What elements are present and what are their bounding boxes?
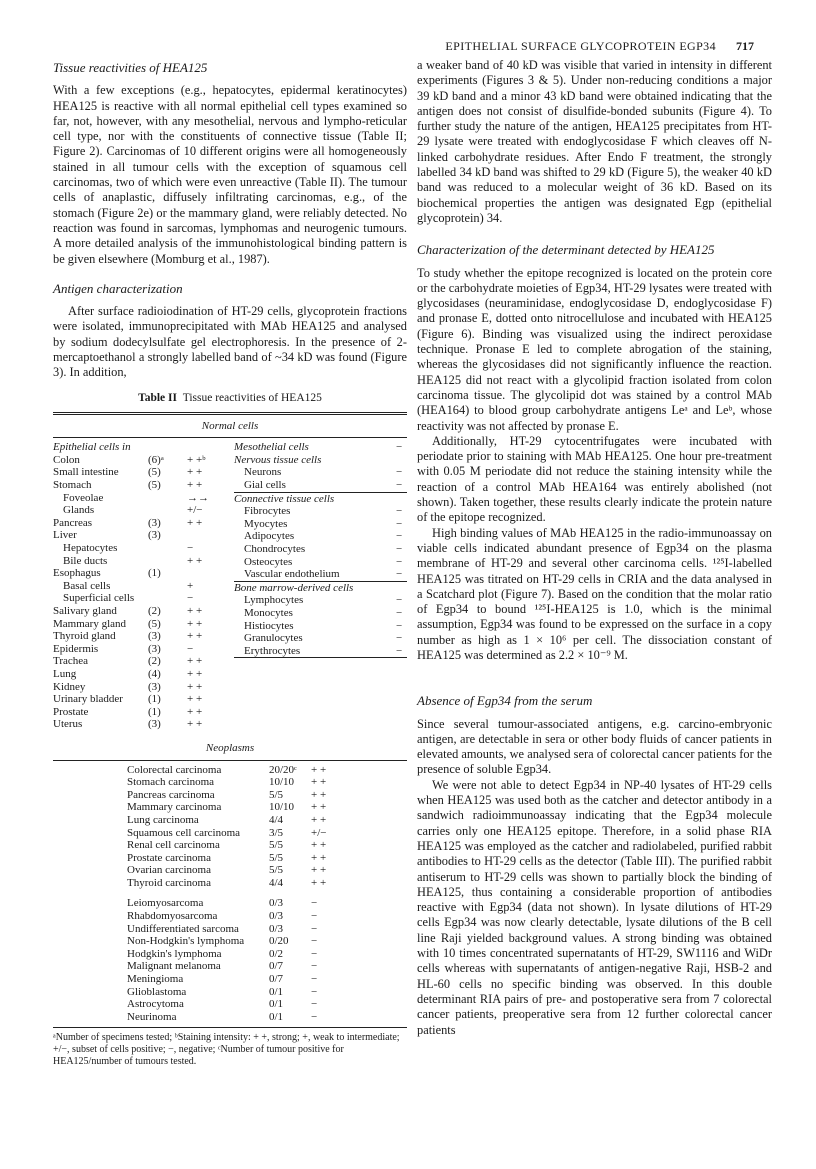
table-row (53, 542, 229, 555)
table-row (53, 935, 407, 948)
table-row (234, 518, 407, 531)
table-row (53, 655, 229, 668)
tissue-label: Urinary bladder (53, 693, 123, 706)
table-row (53, 668, 229, 681)
tissue-label: Mesothelial cells (234, 441, 309, 454)
table-row (53, 827, 407, 840)
positive-ratio: 3/5 (269, 826, 284, 839)
page-header (0, 8, 816, 53)
staining-intensity: − (187, 642, 194, 655)
tumour-label: Stomach carcinoma (127, 776, 215, 789)
staining-intensity: +/− (187, 504, 203, 517)
table-row (234, 632, 407, 645)
tumour-label: Renal cell carcinoma (127, 839, 220, 852)
positive-ratio: 0/1 (269, 985, 284, 998)
table-row (53, 877, 407, 890)
table-number: Table II (138, 391, 177, 404)
table-row (234, 530, 407, 543)
tumour-label: Non-Hodgkin's lymphoma (127, 935, 245, 948)
table-row (53, 789, 407, 802)
table-row (53, 960, 407, 973)
table-normal-left-column (53, 441, 229, 731)
staining-intensity: + + (187, 680, 203, 693)
positive-ratio: 0/3 (269, 922, 284, 935)
table-row (234, 493, 407, 506)
staining-intensity: + + (187, 693, 203, 706)
page-number: 717 (736, 39, 754, 53)
staining-intensity: − (396, 505, 403, 518)
tissue-label: Fibrocytes (244, 505, 291, 518)
table-row (234, 568, 407, 581)
tissue-label: Trachea (53, 655, 89, 668)
tissue-label: Colon (53, 453, 80, 466)
staining-intensity: + + (187, 630, 203, 643)
staining-intensity: + + (187, 604, 203, 617)
paragraph-serum-1: Since several tumour-associated antigens, e.g. carcino-embryonic antigen, are detectable in sera or other body fluids of cancer patients in elevated amounts, we analysed sera of colorectal cancer patients for the presence of soluble Egp34. (417, 716, 772, 777)
table-row (53, 681, 229, 694)
positive-ratio: 5/5 (269, 788, 284, 801)
section-title-tissue-reactivities: Tissue reactivities of HEA125 (53, 60, 208, 75)
tissue-label: Mammary gland (53, 617, 127, 630)
tissue-label: Connective tissue cells (234, 492, 335, 505)
tissue-label: Liver (53, 529, 77, 542)
staining-intensity: − (311, 1010, 318, 1023)
tissue-label: Uterus (53, 718, 83, 731)
positive-ratio: 4/4 (269, 876, 284, 889)
staining-intensity: − (187, 541, 194, 554)
table-row (53, 630, 229, 643)
tissue-label: Gial cells (244, 479, 286, 492)
tissue-label: Foveolae (63, 491, 104, 504)
staining-intensity: + + (311, 851, 327, 864)
staining-intensity: + + (187, 718, 203, 731)
table-row (234, 620, 407, 633)
table-row (234, 594, 407, 607)
tumour-label: Meningioma (127, 973, 184, 986)
staining-intensity: →→ (187, 491, 209, 504)
table-neoplasms-other (53, 897, 407, 1023)
specimen-count: (1) (148, 567, 161, 580)
table-row (53, 1011, 407, 1024)
tissue-label: Salivary gland (53, 604, 117, 617)
tumour-label: Lung carcinoma (127, 813, 199, 826)
table-heading-neoplasms: Neoplasms (205, 742, 255, 755)
staining-intensity: + + (311, 801, 327, 814)
staining-intensity: + + (311, 776, 327, 789)
specimen-count: (5) (148, 479, 161, 492)
right-column (417, 58, 772, 1038)
staining-intensity: − (311, 910, 318, 923)
staining-intensity: + + (311, 763, 327, 776)
paragraph-determinant-3: High binding values of MAb HEA125 in the radio-immunoassay on viable cells indicated abundant presence of Egp34 on the plasma membrane of HT-29 and several other carcinoma cells. ¹²⁵I-labelled HEA125 was titrated on HT-29 cells in CRIA and the data analysed in a Scatchard plot (Figure 7). Based on the condition that the molar ratio of Egp34 to bound ¹²⁵I-HEA125 is 1.0, which is the minimal assumption, Egp34 was found to be expressed on the surface in a copy number as high as 1 × 10⁶ per cell. The dissociation constant of HEA125 was determined as 2.2 × 10⁻⁹ M. (417, 525, 772, 662)
table-row (53, 948, 407, 961)
specimen-count: (3) (148, 630, 161, 643)
table-row (53, 706, 229, 719)
left-column (53, 60, 407, 1067)
paragraph-continued: a weaker band of 40 kD was visible that varied in intensity in different experiments (Figures 3 & 5). Under non-reducing conditions a major 39 kD band and a minor 43 kD band were obtained indicating that the antigen does not consist of disulfide-bonded subunits (Figure 4). To further study the nature of the antigen, HEA125 precipitates from HT-29 lysate were treated with endoglycosidase F which cleaves off N-linked carbohydrate residues. After Endo F treatment, the strongly labelled 34 kD band was shifted to 29 kD (Figure 5), the weaker 40 kD band was reduced to a molecular weight of 36 kD. Based on its biochemical properties the antigen was designated Egp (epithelial glycoprotein) 34. (417, 58, 772, 225)
staining-intensity: − (396, 530, 403, 543)
tissue-label: Monocytes (244, 606, 293, 619)
positive-ratio: 5/5 (269, 851, 284, 864)
tissue-label: Epithelial cells in (53, 441, 131, 454)
tissue-label: Erythrocytes (244, 644, 301, 657)
table-normal-cells (53, 441, 407, 739)
tumour-label: Prostate carcinoma (127, 851, 211, 864)
positive-ratio: 0/7 (269, 973, 284, 986)
table-row (53, 910, 407, 923)
table-row (53, 973, 407, 986)
tumour-label: Ovarian carcinoma (127, 864, 211, 877)
tissue-label: Pancreas (53, 516, 93, 529)
staining-intensity: − (311, 973, 318, 986)
table-row (234, 466, 407, 479)
staining-intensity: + + (187, 667, 203, 680)
tissue-label: Lung (53, 667, 77, 680)
staining-intensity: − (396, 479, 403, 492)
tumour-label: Leiomyosarcoma (127, 897, 204, 910)
positive-ratio: 0/1 (269, 1010, 284, 1023)
table-row (53, 466, 229, 479)
table-row (53, 998, 407, 1011)
tissue-label: Bone marrow-derived cells (234, 581, 354, 594)
paragraph-tissue-reactivities: With a few exceptions (e.g., hepatocytes, epidermal keratinocytes) HEA125 is reactive with all normal epithelial cell types examined so far, not, however, with any mesothelial, nervous and lympho-reticular cell type, nor with the constituents of connective tissue (Table II; Figure 2). Carcinomas of 10 different origins were all homogeneously stained in all tumour cells with the exception of squamous cell carcinomas, two of which were even unreactive (Table II). The tumour cells of anaplastic, diffusely infiltrating carcinomas, e.g., of the stomach (Figure 2e) or the mammary gland, were reliably detected. No reaction was found in sarcomas, lymphomas and neurogenic tumours. A more detailed analysis of the immunohistological binding pattern is be given elsewhere (Momburg et al., 1987). (53, 83, 407, 266)
staining-intensity: − (311, 922, 318, 935)
paragraph-determinant-1: To study whether the epitope recognized is located on the protein core or the carbohydrate moieties of Egp34, HT-29 lysates were treated with glycosidases (neuraminidase, endoglycosidase D, endoglycosidase F) and pronase E, dotted onto nitrocellulose and incubated with HEA125 (Figure 6). Binding was visualized using the indirect peroxidase technique. Pronase E led to complete abrogation of the staining, whereas the glycosidases did not significantly influence the reaction. HEA125 did not react with a glycolipid fraction isolated from colon carcinoma tissue. The glycolipid dot was stained by a control MAb (HEA164) to blood group carbohydrate antigens Leᵃ and Leᵇ, whose reactivity was not affected by pronase E. (417, 265, 772, 433)
table-row (53, 580, 229, 593)
table-row (234, 454, 407, 467)
tissue-label: Chondrocytes (244, 542, 306, 555)
positive-ratio: 4/4 (269, 813, 284, 826)
table-row (53, 923, 407, 936)
staining-intensity: − (396, 568, 403, 581)
table-row (53, 643, 229, 656)
staining-intensity: − (396, 555, 403, 568)
section-title-antigen-characterization: Antigen characterization (53, 280, 183, 296)
staining-intensity: + + (311, 839, 327, 852)
tumour-label: Colorectal carcinoma (127, 763, 222, 776)
table-row (53, 517, 229, 530)
tissue-label: Lymphocytes (244, 594, 304, 607)
positive-ratio: 0/2 (269, 947, 284, 960)
staining-intensity: − (311, 985, 318, 998)
table-row (53, 693, 229, 706)
table-heading-normal-cells: Normal cells (201, 419, 259, 432)
staining-intensity: − (311, 960, 318, 973)
staining-intensity: − (396, 542, 403, 555)
table-normal-right-column (234, 441, 407, 658)
tissue-label: Thyroid gland (53, 630, 116, 643)
specimen-count: (3) (148, 516, 161, 529)
table-neoplasms-carcinomas (53, 764, 407, 890)
tumour-label: Squamous cell carcinoma (127, 826, 241, 839)
table-row (53, 764, 407, 777)
positive-ratio: 0/1 (269, 998, 284, 1011)
table-row (53, 986, 407, 999)
specimen-count: (3) (148, 718, 161, 731)
staining-intensity: − (311, 947, 318, 960)
tumour-label: Astrocytoma (127, 998, 184, 1011)
staining-intensity: + + (187, 516, 203, 529)
tumour-label: Thyroid carcinoma (127, 876, 211, 889)
running-head: EPITHELIAL SURFACE GLYCOPROTEIN EGP34 (445, 39, 716, 53)
tumour-label: Neurinoma (127, 1010, 177, 1023)
staining-intensity: − (396, 632, 403, 645)
table-row (53, 801, 407, 814)
tissue-label: Glands (63, 504, 95, 517)
tissue-label: Histiocytes (244, 619, 294, 632)
table-row (234, 479, 407, 492)
table-row (53, 852, 407, 865)
tumour-label: Glioblastoma (127, 985, 187, 998)
tumour-label: Rhabdomyosarcoma (127, 910, 218, 923)
table-row (53, 441, 229, 454)
table-rule (53, 760, 407, 761)
staining-intensity: − (396, 517, 403, 530)
staining-intensity: − (396, 606, 403, 619)
specimen-count: (1) (148, 705, 161, 718)
table-row (53, 479, 229, 492)
staining-intensity: − (396, 619, 403, 632)
staining-intensity: + +ᵇ (187, 453, 206, 466)
table-row (53, 718, 229, 731)
staining-intensity: + + (187, 466, 203, 479)
staining-intensity: + + (311, 813, 327, 826)
tissue-label: Stomach (53, 479, 92, 492)
specimen-count: (4) (148, 667, 161, 680)
table-row (234, 607, 407, 620)
table-rule (53, 437, 407, 438)
specimen-count: (3) (148, 642, 161, 655)
tissue-label: Myocytes (244, 517, 288, 530)
staining-intensity: − (311, 897, 318, 910)
specimen-count: (2) (148, 655, 161, 668)
specimen-count: (5) (148, 466, 161, 479)
staining-intensity: − (187, 592, 194, 605)
table-row (53, 814, 407, 827)
positive-ratio: 0/7 (269, 960, 284, 973)
tumour-label: Undifferentiated sarcoma (127, 922, 239, 935)
tissue-label: Prostate (53, 705, 89, 718)
tumour-label: Pancreas carcinoma (127, 788, 215, 801)
tumour-label: Mammary carcinoma (127, 801, 222, 814)
tumour-label: Hodgkin's lymphoma (127, 947, 222, 960)
staining-intensity: − (396, 441, 403, 454)
staining-intensity: + + (311, 864, 327, 877)
table-title: Tissue reactivities of HEA125 (182, 391, 322, 404)
table-row (53, 618, 229, 631)
tissue-label: Bile ducts (63, 554, 108, 567)
paragraph-determinant-2: Additionally, HT-29 cytocentrifugates were incubated with periodate prior to staining with MAb HEA125. One hour pre-treatment with 0.05 M periodate did not reduce the staining intensity while the reaction of a control MAb HEA164 was entirely abolished (not shown). Taken together, these results clearly indicate the protein nature of the epitope recognized. (417, 433, 772, 525)
tissue-label: Hepatocytes (63, 541, 118, 554)
table-row (234, 556, 407, 569)
table-row (53, 567, 229, 580)
paragraph-antigen-characterization: After surface radioiodination of HT-29 cells, glycoprotein fractions were isolated, immunoprecipitated with MAb HEA125 and analysed by sodium dodecylsulfate gel electrophoresis. In the presence of 2-mercaptoethanol a strongly labelled band of ~34 kD was found (Figure 3). In addition, (53, 304, 407, 380)
table-row (234, 582, 407, 595)
table-row (234, 441, 407, 454)
specimen-count: (1) (148, 693, 161, 706)
table-row (53, 605, 229, 618)
table-row (234, 505, 407, 518)
positive-ratio: 10/10 (269, 801, 295, 814)
table-row (53, 454, 229, 467)
staining-intensity: + + (311, 788, 327, 801)
positive-ratio: 0/20 (269, 935, 289, 948)
table-row (53, 504, 229, 517)
positive-ratio: 0/3 (269, 910, 284, 923)
positive-ratio: 0/3 (269, 897, 284, 910)
table-neoplasms (53, 764, 407, 1024)
tissue-label: Osteocytes (244, 555, 293, 568)
table-row (53, 776, 407, 789)
table-row (53, 492, 229, 505)
tissue-label: Kidney (53, 680, 86, 693)
table-row (53, 529, 229, 542)
staining-intensity: + + (187, 705, 203, 718)
tissue-label: Granulocytes (244, 632, 303, 645)
positive-ratio: 5/5 (269, 864, 284, 877)
tissue-label: Basal cells (63, 579, 111, 592)
tissue-label: Adipocytes (244, 530, 295, 543)
positive-ratio: 5/5 (269, 839, 284, 852)
positive-ratio: 20/20ᶜ (269, 763, 297, 776)
staining-intensity: − (396, 644, 403, 657)
tissue-label: Superficial cells (63, 592, 135, 605)
staining-intensity: + + (311, 876, 327, 889)
staining-intensity: +/− (311, 826, 327, 839)
section-title-determinant: Characterization of the determinant detected by HEA125 (417, 242, 715, 258)
table-caption (53, 391, 407, 406)
tissue-label: Vascular endothelium (244, 568, 340, 581)
table-row (234, 645, 407, 658)
positive-ratio: 10/10 (269, 776, 295, 789)
staining-intensity: − (311, 998, 318, 1011)
table-row (53, 897, 407, 910)
section-title-absence-serum: Absence of Egp34 from the serum (417, 693, 593, 709)
tissue-label: Epidermis (53, 642, 99, 655)
table-bottom-rule (53, 1027, 407, 1028)
table-footnote: ᵃNumber of specimens tested; ᵇStaining intensity: + +, strong; +, weak to intermediate; +/−, subset of cells positive; −, negative; ᶜNumber of tumour positive for HEA125/number of tumours tested. (53, 1032, 400, 1067)
staining-intensity: + + (187, 479, 203, 492)
staining-intensity: − (396, 594, 403, 607)
table-rule (234, 657, 407, 658)
staining-intensity: + (187, 579, 194, 592)
table-row (234, 543, 407, 556)
staining-intensity: + + (187, 617, 203, 630)
staining-intensity: + + (187, 655, 203, 668)
tumour-label: Malignant melanoma (127, 960, 221, 973)
specimen-count: (3) (148, 529, 161, 542)
tissue-label: Small intestine (53, 466, 119, 479)
staining-intensity: − (396, 466, 403, 479)
specimen-count: (3) (148, 680, 161, 693)
specimen-count: (2) (148, 604, 161, 617)
table-row (53, 839, 407, 852)
table-row (53, 592, 229, 605)
staining-intensity: + + (187, 554, 203, 567)
specimen-count: (5) (148, 617, 161, 630)
tissue-label: Nervous tissue cells (234, 453, 322, 466)
table-row (53, 864, 407, 877)
table-row (53, 555, 229, 568)
staining-intensity: − (311, 935, 318, 948)
tissue-label: Esophagus (53, 567, 101, 580)
tissue-label: Neurons (244, 466, 282, 479)
specimen-count: (6)ᵃ (148, 453, 164, 466)
paragraph-serum-2: We were not able to detect Egp34 in NP-40 lysates of HT-29 cells when HEA125 was used both as the catcher and detector antibody in a sandwich radioimmunoassay indicating that the Egp34 molecule carries only one HEA125 epitope. Therefore, in a solid phase RIA HEA125 was employed as the catcher and radiolabeled, purified rabbit antibodies to HT-29 cells as the detector (Table III). The purified rabbit antiserum to HT-29 cells was shown to partially block the binding of HEA125, thus containing a considerable proportion of antibodies reactive with Egp34 (data not shown). In lysate dilutions of HT-29 cells Egp34 was now clearly detectable, lysate dilutions of the B cell line Raji yielded background values. A strong binding was obtained with 10 times concentrated supernatants of HT-29, SW1116 and WiDr cells whereas with supernatants of antigen-negative Raji, HSB-2 and HL-60 cells no specific binding was observed. In this double determinant RIA pairs of pre- and postoperative sera from 7 colorectal cancer patients, preoperative sera from 12 further colorectal cancer patients (417, 777, 772, 1037)
